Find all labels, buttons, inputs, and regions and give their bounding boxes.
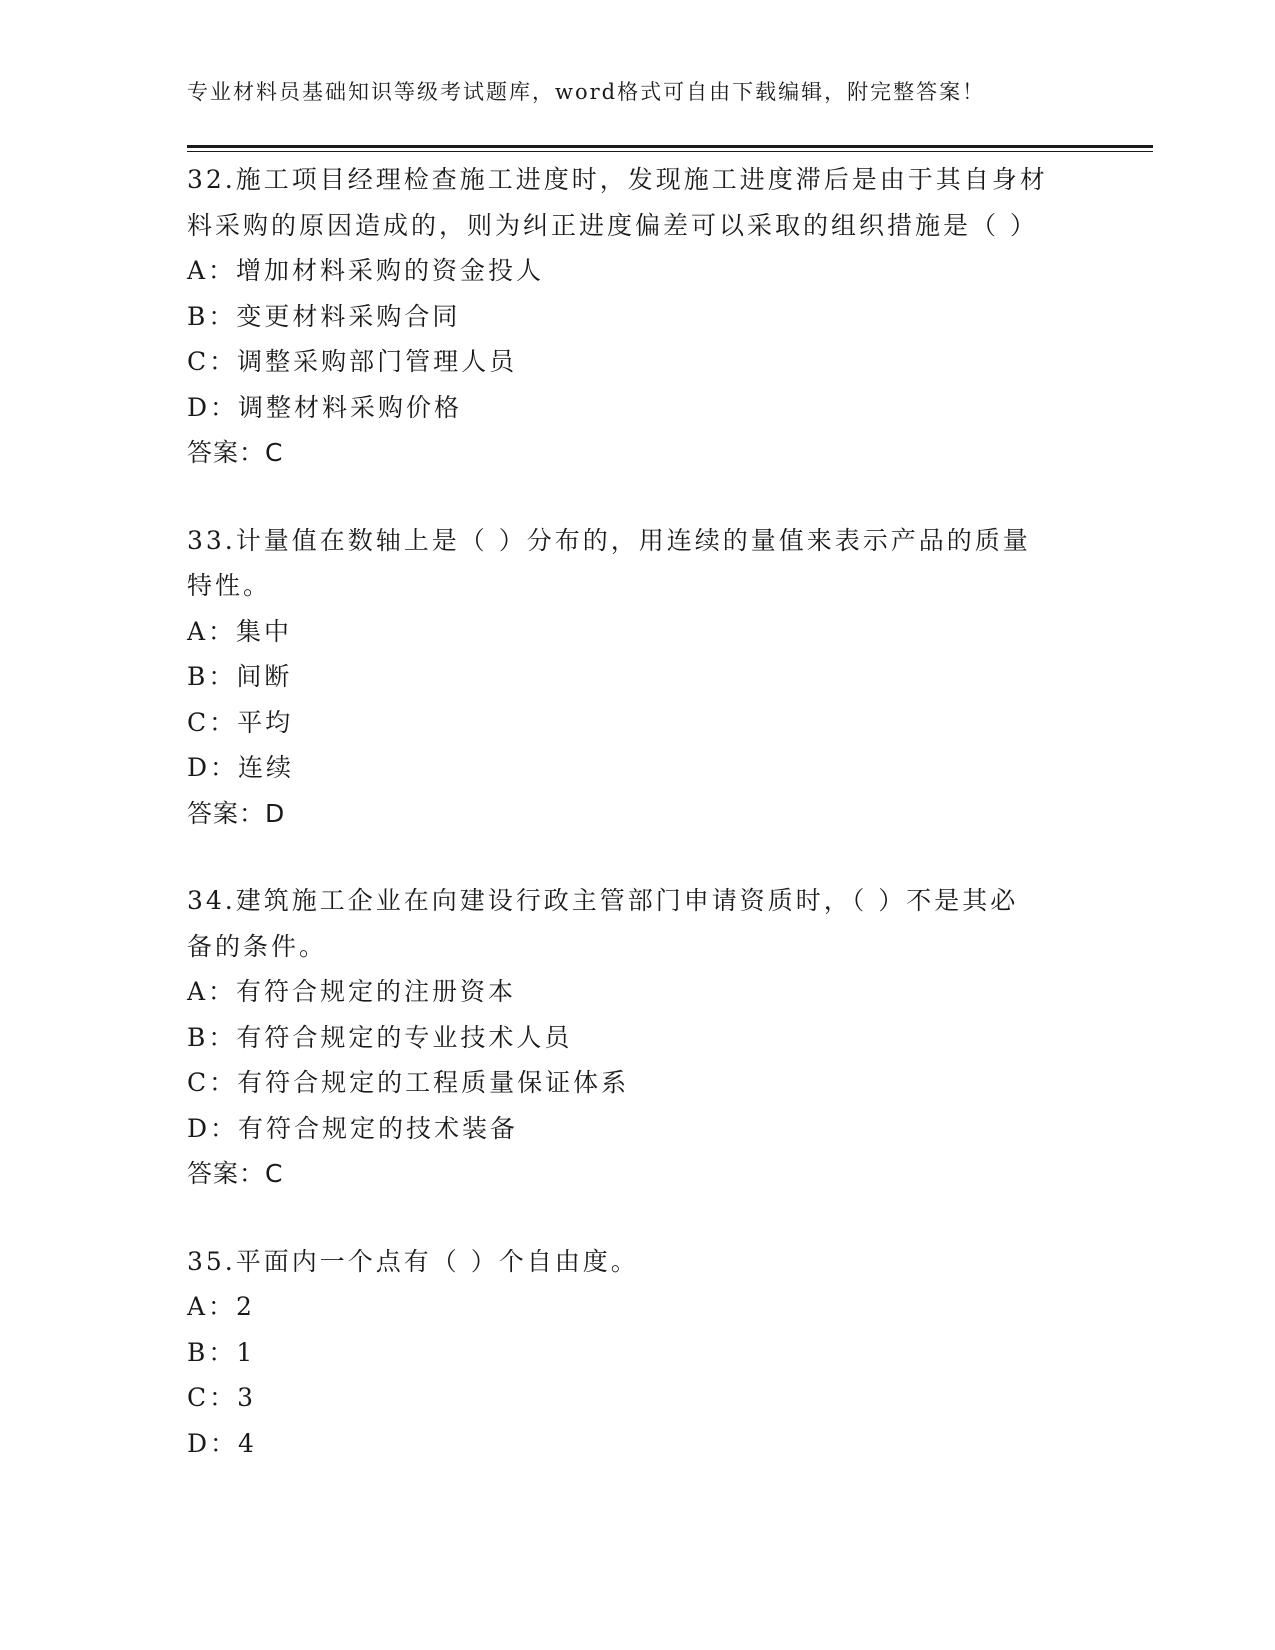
option-b: B：有符合规定的专业技术人员 [187, 1022, 573, 1052]
option-d: D：有符合规定的技术装备 [187, 1113, 519, 1143]
question-34 [187, 878, 1087, 1197]
answer: 答案：C [187, 1159, 284, 1188]
option-d: D：连续 [187, 753, 295, 782]
header-rule-thin [187, 151, 1153, 152]
question-35 [187, 1239, 1087, 1467]
option-c: C：调整采购部门管理人员 [187, 347, 518, 376]
question-list [187, 157, 1087, 1508]
option-b: B：1 [187, 1337, 256, 1367]
option-d: D：调整材料采购价格 [187, 392, 463, 422]
header-rule-thick [187, 145, 1153, 148]
question-33 [187, 518, 1087, 837]
question-stem-line: 35.平面内一个点有（ ）个自由度。 [187, 1246, 639, 1276]
answer: 答案：C [187, 438, 284, 467]
option-a: A：有符合规定的注册资本 [187, 977, 517, 1006]
question-stem-line: 料采购的原因造成的，则为纠正进度偏差可以采取的组织措施是（ ） [187, 210, 1038, 240]
option-d: D：4 [187, 1428, 257, 1458]
option-c: C：有符合规定的工程质量保证体系 [187, 1068, 630, 1097]
option-a: A：增加材料采购的资金投人 [187, 256, 545, 285]
option-c: C：平均 [187, 707, 294, 737]
option-a: A：集中 [187, 616, 293, 646]
option-c: C：3 [187, 1383, 257, 1412]
option-b: B：变更材料采购合同 [187, 301, 461, 331]
question-stem-line: 特性。 [187, 571, 272, 600]
question-stem-line: 34.建筑施工企业在向建设行政主管部门申请资质时，（ ）不是其必 [187, 886, 1019, 915]
option-a: A：2 [187, 1292, 255, 1321]
question-stem-line: 33.计量值在数轴上是（ ）分布的，用连续的量值来表示产品的质量 [187, 525, 1031, 555]
document-header: 专业材料员基础知识等级考试题库，word格式可自由下载编辑，附完整答案！ [187, 80, 986, 104]
option-b: B：间断 [187, 662, 293, 691]
question-32 [187, 157, 1087, 476]
question-stem-line: 32.施工项目经理检查施工进度时，发现施工进度滞后是由于其自身材 [187, 165, 1048, 194]
answer: 答案：D [187, 798, 286, 828]
question-stem-line: 备的条件。 [187, 931, 328, 961]
